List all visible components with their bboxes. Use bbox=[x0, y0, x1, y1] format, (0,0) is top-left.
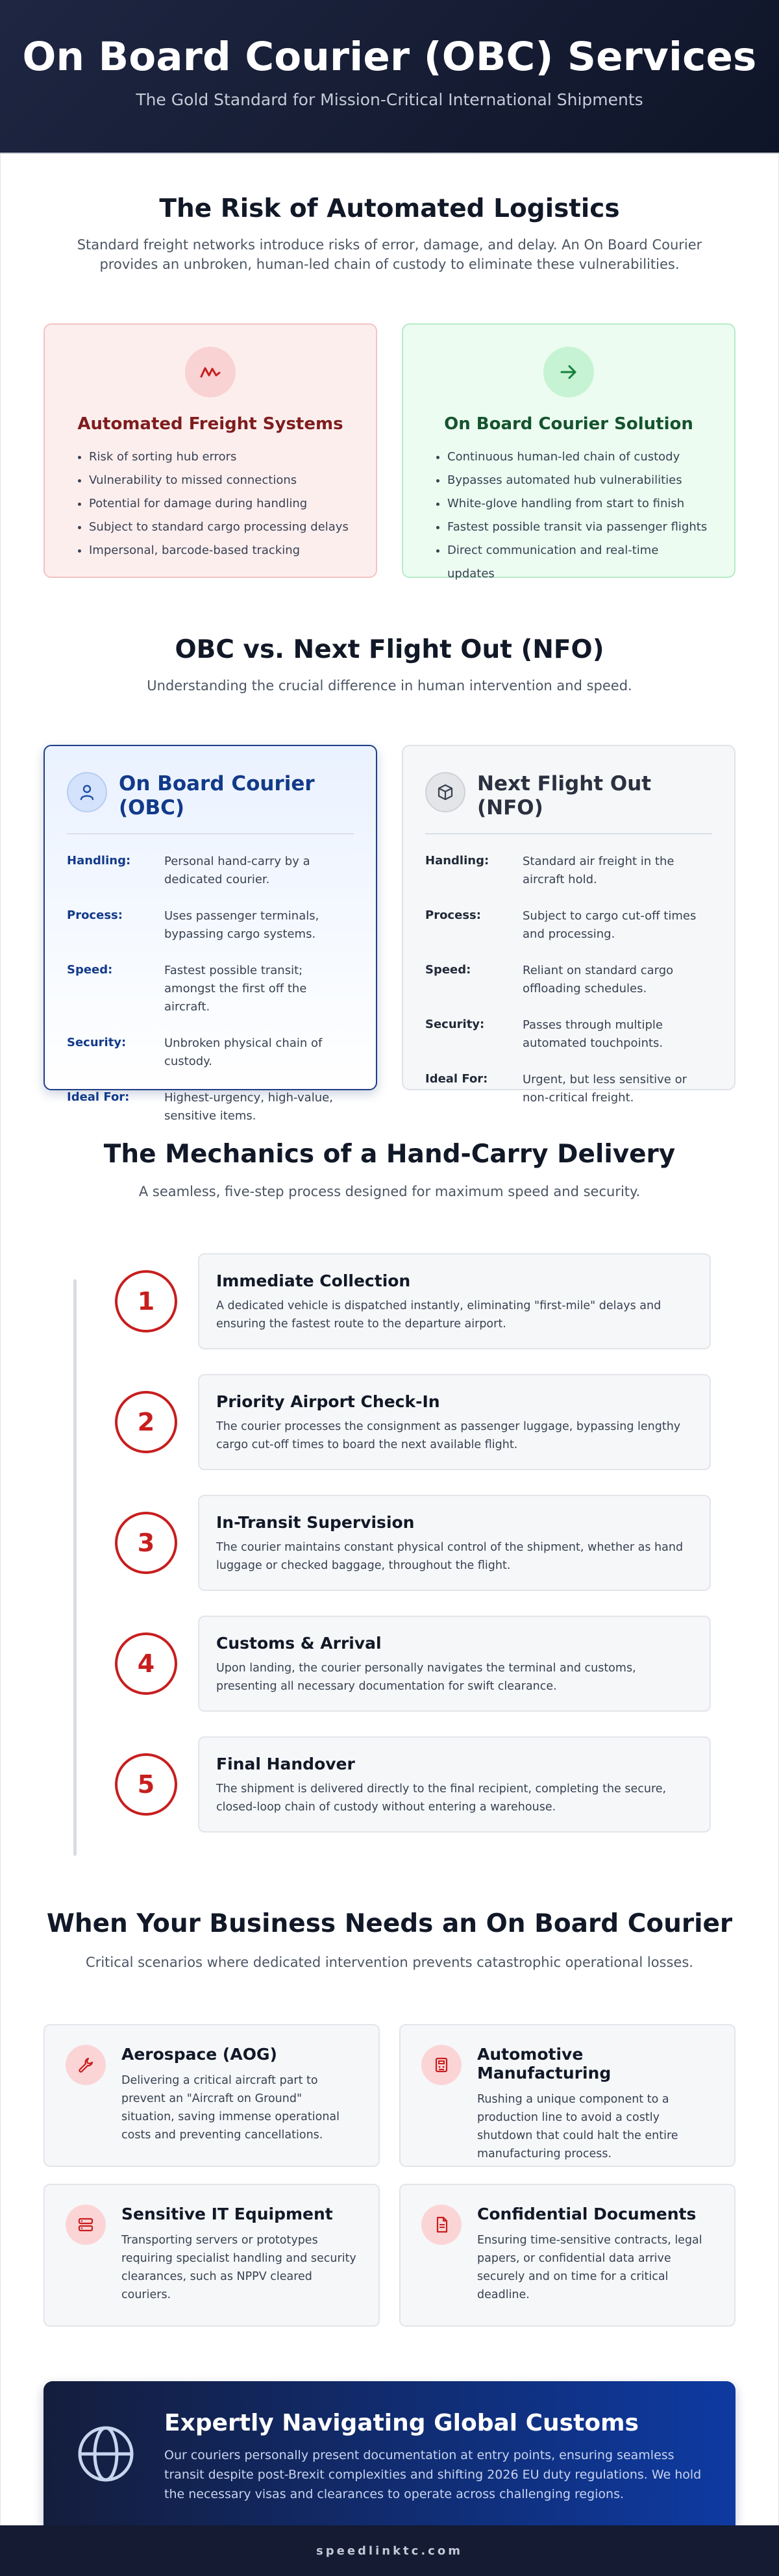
list-item: • Impersonal, barcode-based tracking bbox=[89, 539, 350, 562]
step-title: Final Handover bbox=[216, 1755, 355, 1773]
step-title: Customs & Arrival bbox=[216, 1634, 382, 1653]
compare-row bbox=[67, 853, 354, 889]
need-card-automotive bbox=[399, 2024, 736, 2167]
user-icon bbox=[67, 772, 107, 812]
needs-subtitle: Critical scenarios where dedicated intervention prevents catastrophic operational losses. bbox=[86, 1955, 693, 1970]
row-label: Speed: bbox=[67, 963, 113, 977]
process-step bbox=[1, 1736, 779, 1834]
compare-row bbox=[67, 907, 354, 944]
compare-row bbox=[425, 962, 712, 998]
main-content bbox=[0, 154, 779, 2534]
customs-text: Our couriers personally present documentation at entry points, ensuring seamless transit despite post-Brexit complexities and shifting 2026 EU duty regulations. We hold the necessary visas and clearances to operate across challenging regions. bbox=[164, 2448, 702, 2501]
process-step bbox=[1, 1253, 779, 1351]
row-label: Security: bbox=[425, 1018, 485, 1031]
row-label: Speed: bbox=[425, 963, 471, 977]
obc-compare-card bbox=[43, 745, 377, 1123]
customs-body bbox=[164, 2410, 704, 2504]
step-title: Priority Airport Check-In bbox=[216, 1392, 440, 1411]
process-title: The Mechanics of a Hand-Carry Delivery bbox=[103, 1140, 676, 1169]
process-step bbox=[1, 1495, 779, 1592]
compare-row bbox=[425, 1016, 712, 1053]
risk-section bbox=[1, 154, 778, 581]
hero-banner bbox=[0, 0, 779, 154]
row-value: Fastest possible transit; amongst the first off the aircraft. bbox=[164, 964, 307, 1014]
list-item: • Direct communication and real-time updates bbox=[447, 539, 708, 586]
step-text: A dedicated vehicle is dispatched instantly, eliminating "first-mile" delays and ensuring the fastest route to the departure airport. bbox=[216, 1299, 662, 1331]
step-text: The courier processes the consignment as passenger luggage, bypassing lengthy cargo cut-off times to board the next available flight. bbox=[216, 1420, 681, 1451]
process-step bbox=[1, 1374, 779, 1471]
step-card bbox=[198, 1495, 711, 1591]
need-card-it-equipment bbox=[43, 2184, 380, 2327]
compare-row bbox=[425, 853, 712, 889]
row-label: Handling: bbox=[425, 854, 489, 868]
step-title: In-Transit Supervision bbox=[216, 1513, 415, 1532]
factory-icon bbox=[421, 2045, 462, 2085]
row-value: Passes through multiple automated touchpoints. bbox=[523, 1018, 663, 1050]
server-icon bbox=[66, 2205, 106, 2245]
automated-freight-card bbox=[43, 323, 377, 578]
globe-icon bbox=[75, 2423, 142, 2488]
footer bbox=[0, 2525, 779, 2576]
list-item: • Bypasses automated hub vulnerabilities bbox=[447, 469, 708, 492]
process-steps bbox=[1, 1253, 778, 1877]
step-text: The courier maintains constant physical control of the shipment, whether as hand luggage or checked baggage, throughout the flight. bbox=[216, 1541, 684, 1572]
need-card-text: Rushing a unique component to a production line to avoid a costly shutdown that could halt the entire manufacturing process. bbox=[477, 2093, 678, 2160]
need-card-body bbox=[121, 2205, 358, 2306]
compare-row bbox=[67, 1034, 354, 1071]
automated-freight-title: Automated Freight Systems bbox=[77, 414, 343, 434]
row-value: Unbroken physical chain of custody. bbox=[164, 1036, 323, 1068]
risk-title: The Risk of Automated Logistics bbox=[159, 194, 620, 223]
needs-title: When Your Business Needs an On Board Courier bbox=[46, 1909, 733, 1938]
list-item: • Fastest possible transit via passenger flights bbox=[447, 516, 708, 539]
row-value: Highest-urgency, high-value, sensitive items. bbox=[164, 1091, 333, 1123]
need-card-title: Automotive Manufacturing bbox=[477, 2045, 612, 2082]
step-card bbox=[198, 1736, 711, 1832]
needs-section bbox=[1, 1877, 778, 2344]
step-number: 3 bbox=[115, 1512, 177, 1574]
obc-solution-title: On Board Courier Solution bbox=[444, 414, 693, 434]
nfo-compare-card bbox=[402, 745, 736, 1105]
list-item: • Vulnerability to missed connections bbox=[89, 469, 350, 492]
row-value: Standard air freight in the aircraft hold. bbox=[523, 855, 674, 886]
step-number: 1 bbox=[115, 1270, 177, 1332]
risk-subtitle: Standard freight networks introduce risks of error, damage, and delay. An On Board Courier provides an unbroken, human-led chain of custody to eliminate these vulnerabilities. bbox=[77, 237, 702, 272]
process-step bbox=[1, 1616, 779, 1713]
obc-solution-card bbox=[402, 323, 736, 581]
step-card bbox=[198, 1374, 711, 1470]
list-item: • Potential for damage during handling bbox=[89, 492, 350, 516]
row-label: Ideal For: bbox=[425, 1072, 488, 1086]
pulse-icon bbox=[185, 347, 236, 397]
arrow-right-icon bbox=[543, 347, 594, 397]
wrench-icon bbox=[66, 2045, 106, 2085]
row-value: Reliant on standard cargo offloading schedules. bbox=[523, 964, 674, 995]
compare-row bbox=[425, 907, 712, 944]
need-card-text: Transporting servers or prototypes requiring specialist handling and security clearances, such as NPPV cleared couriers. bbox=[121, 2234, 356, 2301]
row-label: Process: bbox=[67, 908, 123, 922]
need-card-text: Delivering a critical aircraft part to prevent an "Aircraft on Ground" situation, saving immense operational costs and preventing cancellations. bbox=[121, 2074, 340, 2142]
obc-card-title: On Board Courier (OBC) bbox=[119, 772, 315, 819]
step-number: 5 bbox=[115, 1753, 177, 1816]
compare-section bbox=[1, 578, 778, 1123]
process-section bbox=[1, 1090, 778, 1877]
step-card bbox=[198, 1253, 711, 1349]
risk-cards bbox=[1, 323, 778, 581]
list-item: • Continuous human-led chain of custody bbox=[447, 445, 708, 469]
step-number: 4 bbox=[115, 1632, 177, 1695]
compare-title: OBC vs. Next Flight Out (NFO) bbox=[175, 635, 604, 664]
page-title: On Board Courier (OBC) Services bbox=[22, 34, 757, 80]
page-subtitle: The Gold Standard for Mission-Critical International Shipments bbox=[136, 90, 643, 109]
nfo-card-title: Next Flight Out (NFO) bbox=[477, 772, 652, 819]
row-label: Process: bbox=[425, 908, 481, 922]
need-card-title: Confidential Documents bbox=[477, 2205, 697, 2223]
compare-subtitle: Understanding the crucial difference in human intervention and speed. bbox=[147, 678, 632, 694]
automated-freight-list bbox=[71, 445, 350, 562]
step-text: Upon landing, the courier personally navigates the terminal and customs, presenting all necessary documentation for swift clearance. bbox=[216, 1662, 636, 1693]
list-item: • Subject to standard cargo processing delays bbox=[89, 516, 350, 539]
list-item: • White-glove handling from start to finish bbox=[447, 492, 708, 516]
step-title: Immediate Collection bbox=[216, 1271, 411, 1290]
step-number: 2 bbox=[115, 1391, 177, 1453]
compare-row bbox=[67, 962, 354, 1016]
process-subtitle: A seamless, five-step process designed for maximum speed and security. bbox=[138, 1184, 641, 1199]
row-value: Uses passenger terminals, bypassing cargo systems. bbox=[164, 909, 319, 941]
row-value: Subject to cargo cut-off times and processing. bbox=[523, 909, 697, 941]
step-card bbox=[198, 1616, 711, 1712]
compare-cards bbox=[1, 745, 778, 1123]
row-label: Handling: bbox=[67, 854, 131, 868]
need-card-body bbox=[477, 2045, 713, 2160]
row-label: Ideal For: bbox=[67, 1090, 130, 1104]
row-value: Personal hand-carry by a dedicated courier. bbox=[164, 855, 310, 886]
obc-card-header bbox=[67, 772, 354, 834]
need-card-body bbox=[477, 2205, 713, 2306]
footer-link[interactable]: speedlinktc.com bbox=[316, 2544, 463, 2558]
box-icon bbox=[425, 772, 465, 812]
step-text: The shipment is delivered directly to the final recipient, completing the secure, closed-loop chain of custody without entering a warehouse. bbox=[216, 1782, 667, 1814]
need-card-title: Sensitive IT Equipment bbox=[121, 2205, 333, 2223]
customs-title: Expertly Navigating Global Customs bbox=[164, 2410, 639, 2436]
row-value: Urgent, but less sensitive or non-critical freight. bbox=[523, 1073, 687, 1105]
need-card-body bbox=[121, 2045, 358, 2146]
needs-grid bbox=[1, 2024, 778, 2344]
row-label: Security: bbox=[67, 1036, 127, 1049]
need-card-aerospace bbox=[43, 2024, 380, 2167]
customs-banner bbox=[43, 2381, 736, 2534]
need-card-documents bbox=[399, 2184, 736, 2327]
obc-solution-list bbox=[429, 445, 708, 586]
need-card-title: Aerospace (AOG) bbox=[121, 2045, 277, 2064]
list-item: • Risk of sorting hub errors bbox=[89, 445, 350, 469]
document-icon bbox=[421, 2205, 462, 2245]
need-card-text: Ensuring time-sensitive contracts, legal papers, or confidential data arrive securely and on time for a critical deadline. bbox=[477, 2234, 702, 2301]
nfo-card-header bbox=[425, 772, 712, 834]
